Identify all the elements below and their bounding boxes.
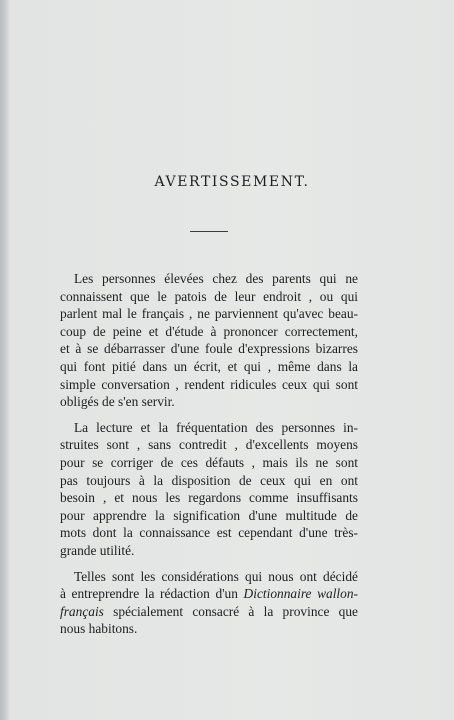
text-line: connaissent que le patois de leur endroit , ou qui <box>60 288 358 304</box>
title-divider <box>190 231 228 232</box>
text-line: Les personnes élevées chez des parents qui ne <box>74 271 358 286</box>
text-line: struites sont , sans contredit , d'excellents moyens <box>60 437 358 453</box>
paragraph-2 <box>60 419 358 560</box>
text-line: et à se débarrasser d'une foule d'expressions bizarres <box>60 341 358 357</box>
text-line: qui font pitié dans un écrit, et qui , même dans la <box>60 358 358 374</box>
text-line: mots dont la connaissance est cependant d'une très- <box>60 525 358 541</box>
text-line: Telles sont les considérations qui nous ont décidé <box>74 568 358 584</box>
text-line <box>60 603 358 621</box>
text-line: pour se corriger de ces défauts , mais ils ne sont <box>60 454 358 470</box>
paragraph-3 <box>60 568 358 638</box>
text-line: pour apprendre la signification d'une multitude de <box>60 507 358 523</box>
text-line: simple conversation , rendent ridicules ceux qui sont <box>60 376 358 392</box>
text-line: coup de peine et d'étude à prononcer correctement, <box>60 323 358 339</box>
paragraph-1 <box>60 270 358 411</box>
text-line: grande utilité. <box>60 542 135 558</box>
text-line: nous habitons. <box>60 621 138 637</box>
text-line: La lecture et la fréquentation des personnes in- <box>74 419 358 435</box>
page-title: AVERTISSEMENT. <box>154 174 310 190</box>
page-gutter-shadow <box>0 0 10 720</box>
text-line: obligés de s'en servir. <box>60 394 175 410</box>
book-title-italic: français <box>60 603 104 619</box>
text-fragment: à entreprendre la rédaction d'un <box>60 586 244 602</box>
text-line: besoin , et nous les regardons comme insuffisants <box>60 490 358 506</box>
body-text <box>60 270 358 646</box>
text-line <box>60 585 358 603</box>
text-line: parlent mal le français , ne parviennent qu'avec beau- <box>60 306 358 322</box>
text-line: pas toujours à la disposition de ceux qui en ont <box>60 472 358 488</box>
book-title-italic: Dictionnaire wallon- <box>243 586 358 602</box>
text-fragment: spécialement consacré à la province que <box>103 603 358 619</box>
